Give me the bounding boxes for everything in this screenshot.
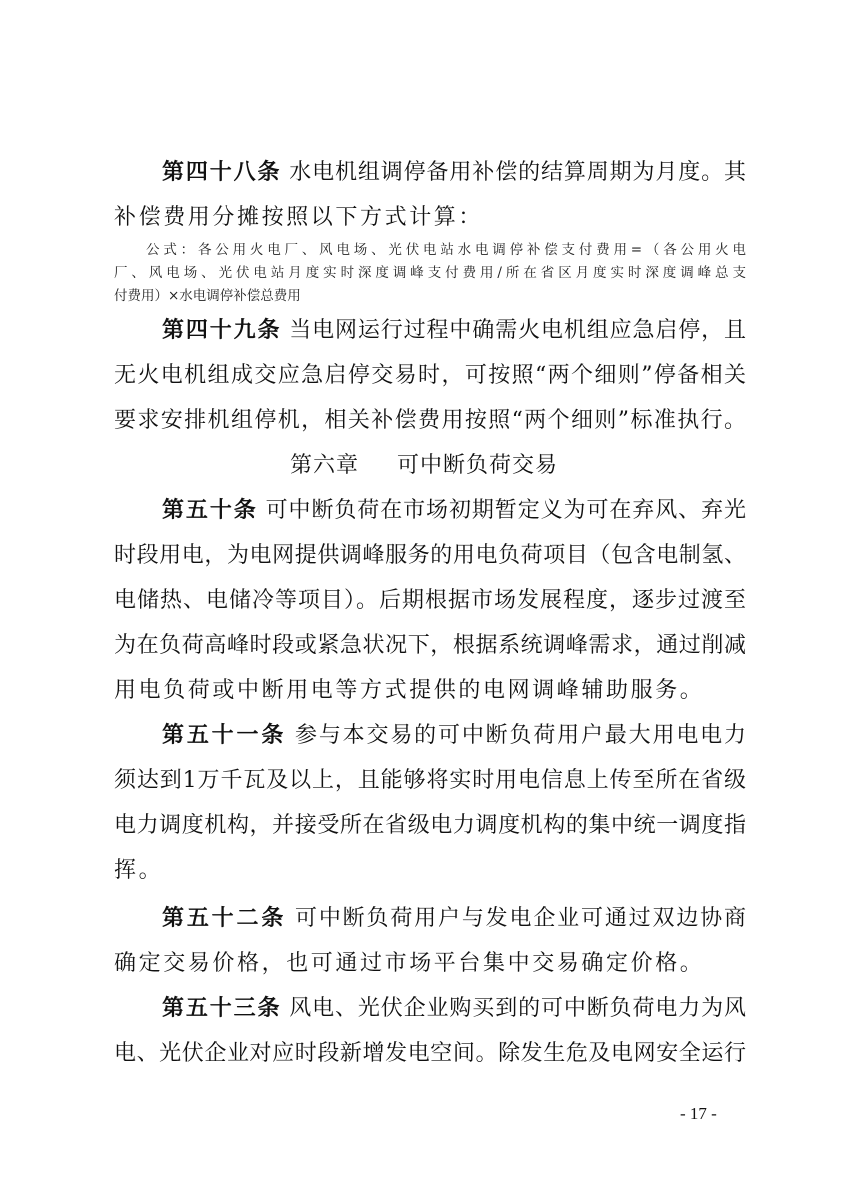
article-51-line-3: 电力调度机构，并接受所在省级电力调度机构的集中统一调度指: [114, 813, 746, 838]
article-50-line-2: 时段用电，为电网提供调峰服务的用电负荷项目（包含电制氢、: [114, 543, 746, 568]
article-53-heading: 第五十三条: [162, 996, 282, 1021]
formula-line-2: 厂、风电场、光伏电站月度实时深度调峰支付费用/所在省区月度实时深度调峰总支: [114, 265, 746, 281]
formula-line-3: 付费用）×水电调停补偿总费用: [114, 288, 301, 304]
article-52-text-1: 可中断负荷用户与发电企业可通过双边协商: [295, 906, 746, 931]
page-number: - 17 -: [680, 1104, 717, 1123]
article-51-line-4: 挥。: [114, 858, 164, 883]
article-50-line-4: 为在负荷高峰时段或紧急状况下，根据系统调峰需求，通过削减: [114, 633, 746, 658]
article-53-text-1: 风电、光伏企业购买到的可中断负荷电力为风: [289, 996, 746, 1021]
article-48-line-1: [162, 158, 746, 188]
article-50-heading: 第五十条: [162, 498, 258, 523]
article-51-text-1: 参与本交易的可中断负荷用户最大用电电力: [295, 723, 746, 748]
article-49-line-1: [162, 316, 746, 346]
article-51-heading: 第五十一条: [162, 723, 287, 748]
article-50-line-5: 用电负荷或中断用电等方式提供的电网调峰辅助服务。: [114, 678, 705, 703]
article-48-heading: 第四十八条: [162, 160, 282, 185]
chapter-6-heading: [0, 451, 848, 481]
article-48-line-2: 补偿费用分摊按照以下方式计算：: [114, 205, 484, 230]
article-49-line-2: 无火电机组成交应急启停交易时，可按照“两个细则”停备相关: [114, 363, 746, 388]
article-49-line-3: 要求安排机组停机，相关补偿费用按照“两个细则”标准执行。: [114, 408, 746, 433]
article-49-heading: 第四十九条: [162, 318, 282, 343]
article-53-line-2: 电、光伏企业对应时段新增发电空间。除发生危及电网安全运行: [114, 1041, 746, 1066]
article-48-text-1: 水电机组调停备用补偿的结算周期为月度。其: [289, 160, 746, 185]
article-49-text-1: 当电网运行过程中确需火电机组应急启停，且: [289, 318, 746, 343]
article-50-text-1: 可中断负荷在市场初期暂定义为可在弃风、弃光: [265, 498, 746, 523]
article-51-line-2: 须达到1万千瓦及以上，且能够将实时用电信息上传至所在省级: [114, 768, 746, 793]
article-52-line-2: 确定交易价格，也可通过市场平台集中交易确定价格。: [114, 951, 705, 976]
article-53-line-1: [162, 994, 746, 1024]
article-50-line-3: 电储热、电储冷等项目）。后期根据市场发展程度，逐步过渡至: [114, 588, 746, 613]
chapter-number: 第六章: [289, 453, 359, 478]
formula-line-1: 公式：各公用火电厂、风电场、光伏电站水电调停补偿支付费用=（各公用火电: [146, 242, 746, 258]
article-52-heading: 第五十二条: [162, 906, 287, 931]
chapter-title: 可中断负荷交易: [397, 453, 559, 478]
article-51-line-1: [162, 721, 746, 751]
article-50-line-1: [162, 496, 746, 526]
article-52-line-1: [162, 904, 746, 934]
